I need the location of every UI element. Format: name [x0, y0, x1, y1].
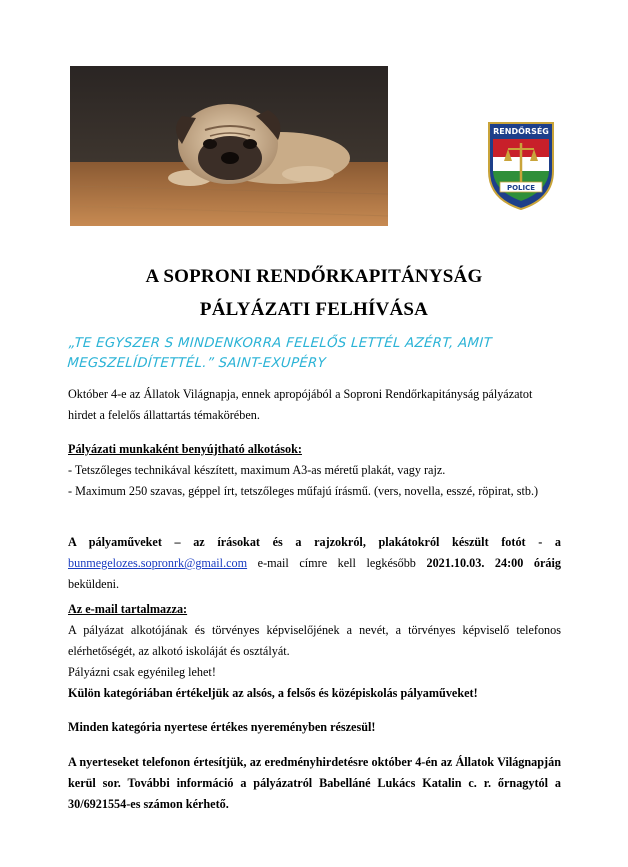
works-item-poster: - Tetszőleges technikával készített, maximum A3-as méretű plakát, vagy rajz.: [68, 463, 446, 477]
police-shield-icon: [486, 119, 556, 211]
submission-text-2: e-mail címre kell legkésőbb: [247, 556, 427, 570]
closing-paragraph: A nyerteseket telefonon értesítjük, az eredményhirdetésre október 4-én az Állatok Világnapján kerül sor. További információ a pályázatról Babelláné Lukács Katalin c. r. őrnagytól a 30/6921554-es számon kérhető.: [68, 755, 561, 811]
intro-paragraph: [68, 384, 561, 426]
quote-line2: MEGSZELÍDÍTETTÉL.” SAINT-EXUPÉRY: [66, 356, 327, 371]
email-contents-section: [68, 599, 561, 704]
intro-line1: Október 4-e az Állatok Világnapja, ennek apropójából a Soproni Rendőrkapitányság pályázatot: [68, 387, 533, 401]
submission-paragraph: [68, 532, 561, 595]
email-contents-text: A pályázat alkotójának és törvényes képviselőjének a nevét, a törvényes képviselő telefonos elérhetőségét, az alkotó iskoláját és osztályát.: [68, 623, 561, 658]
submission-deadline: 2021.10.03. 24:00 óráig: [426, 556, 561, 570]
police-badge: [486, 119, 556, 211]
submission-text-1: A pályaműveket – az írásokat és a rajzokról, plakátokról készült fotót - a: [68, 535, 561, 549]
email-link[interactable]: bunmegelozes.sopronrk@gmail.com: [68, 556, 248, 570]
badge-top-text: RENDŐRSÉG: [493, 127, 549, 136]
pug-image: [70, 66, 388, 226]
page-title-line2: PÁLYÁZATI FELHÍVÁSA: [199, 299, 429, 320]
quote-line1: „TE EGYSZER S MINDENKORRA FELELŐS LETTÉL AZÉRT, AMIT: [68, 336, 493, 351]
quote: [67, 334, 570, 374]
submission-text-3: beküldeni.: [68, 577, 120, 591]
pug-photo: [70, 66, 388, 226]
prize-note: Minden kategória nyertese értékes nyereményben részesül!: [68, 720, 376, 734]
works-heading: Pályázati munkaként benyújtható alkotások:: [68, 442, 302, 456]
intro-line2: hirdet a felelős állattartás témakörében.: [68, 408, 260, 422]
works-section: [68, 439, 561, 502]
categories-note: Külön kategóriában értékeljük az alsós, a felsős és középiskolás pályaműveket!: [68, 686, 478, 700]
page-title-line1: A SOPRONI RENDŐRKAPITÁNYSÁG: [145, 266, 483, 287]
individual-note: Pályázni csak egyénileg lehet!: [68, 665, 216, 679]
badge-bottom-text: POLICE: [506, 184, 536, 192]
works-item-writing: - Maximum 250 szavas, géppel írt, tetszőleges műfajú írásmű. (vers, novella, esszé, röpirat, stb.): [68, 484, 539, 498]
email-contents-heading: Az e-mail tartalmazza:: [68, 602, 188, 616]
